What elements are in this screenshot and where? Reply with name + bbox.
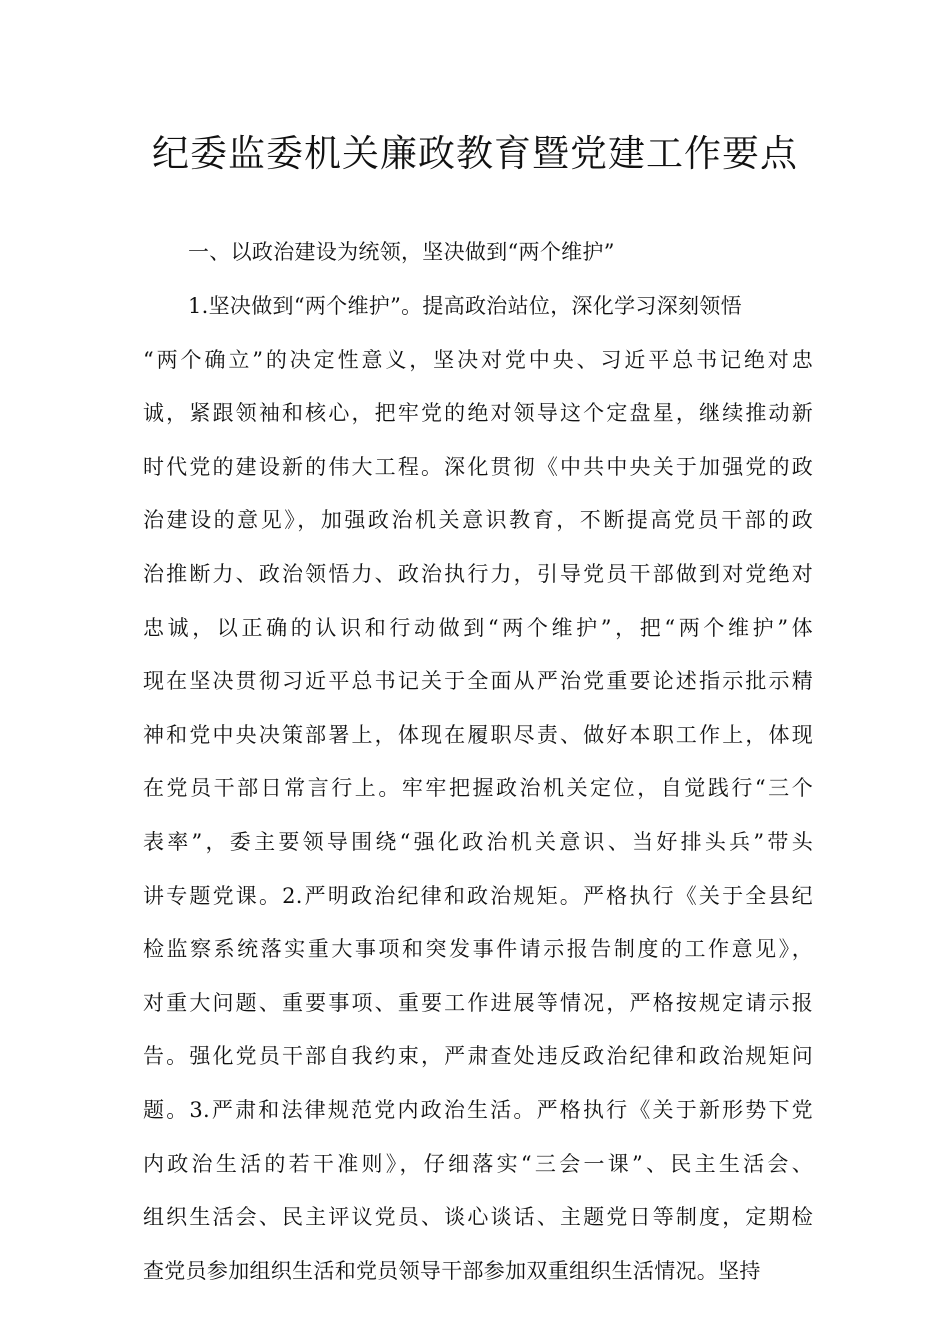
body-line: 1.坚决做到“两个维护”。提高政治站位，深化学习深刻领悟 [188, 294, 742, 318]
body-line: 告。强化党员干部自我约束，严肃查处违反政治纪律和政治规矩问 [143, 1044, 813, 1069]
body-line: 组织生活会、民主评议党员、谈心谈话、主题党日等制度，定期检 [143, 1205, 813, 1230]
body-line: 治推断力、政治领悟力、政治执行力，引导党员干部做到对党绝对 [143, 562, 813, 586]
body-line: 时代党的建设新的伟大工程。深化贯彻《中共中央关于加强党的政 [143, 454, 813, 479]
body-line: 诚，紧跟领袖和核心，把牢党的绝对领导这个定盘星，继续推动新 [143, 401, 813, 426]
body-line: 查党员参加组织生活和党员领导干部参加双重组织生活情况。坚持 [143, 1258, 761, 1283]
body-line: 讲专题党课。2.严明政治纪律和政治规矩。严格执行《关于全县纪 [143, 883, 813, 908]
body-line: 忠诚，以正确的认识和行动做到“两个维护”，把“两个维护”体 [143, 615, 813, 640]
body-line: 神和党中央决策部署上，体现在履职尽责、做好本职工作上，体现 [143, 722, 813, 747]
body-line: 在党员干部日常言行上。牢牢把握政治机关定位，自觉践行“三个 [143, 776, 813, 801]
body-line: 内政治生活的若干准则》，仔细落实“三会一课”、民主生活会、 [143, 1151, 813, 1176]
body-line: 治建设的意见》，加强政治机关意识教育，不断提高党员干部的政 [143, 508, 813, 533]
body-line: 对重大问题、重要事项、重要工作进展等情况，严格按规定请示报 [143, 990, 813, 1015]
body-line: 现在坚决贯彻习近平总书记关于全面从严治党重要论述指示批示精 [143, 669, 813, 694]
section-heading: 一、以政治建设为统领，坚决做到“两个维护” [188, 240, 615, 264]
document-title: 纪委监委机关廉政教育暨党建工作要点 [152, 132, 798, 175]
body-line: 检监察系统落实重大事项和突发事件请示报告制度的工作意见》， [143, 937, 813, 962]
body-line: 表率”，委主要领导围绕“强化政治机关意识、当好排头兵”带头 [143, 830, 813, 854]
body-line: 题。3.严肃和法律规范党内政治生活。严格执行《关于新形势下党 [143, 1098, 813, 1122]
body-line: “两个确立”的决定性意义，坚决对党中央、习近平总书记绝对忠 [143, 347, 813, 372]
